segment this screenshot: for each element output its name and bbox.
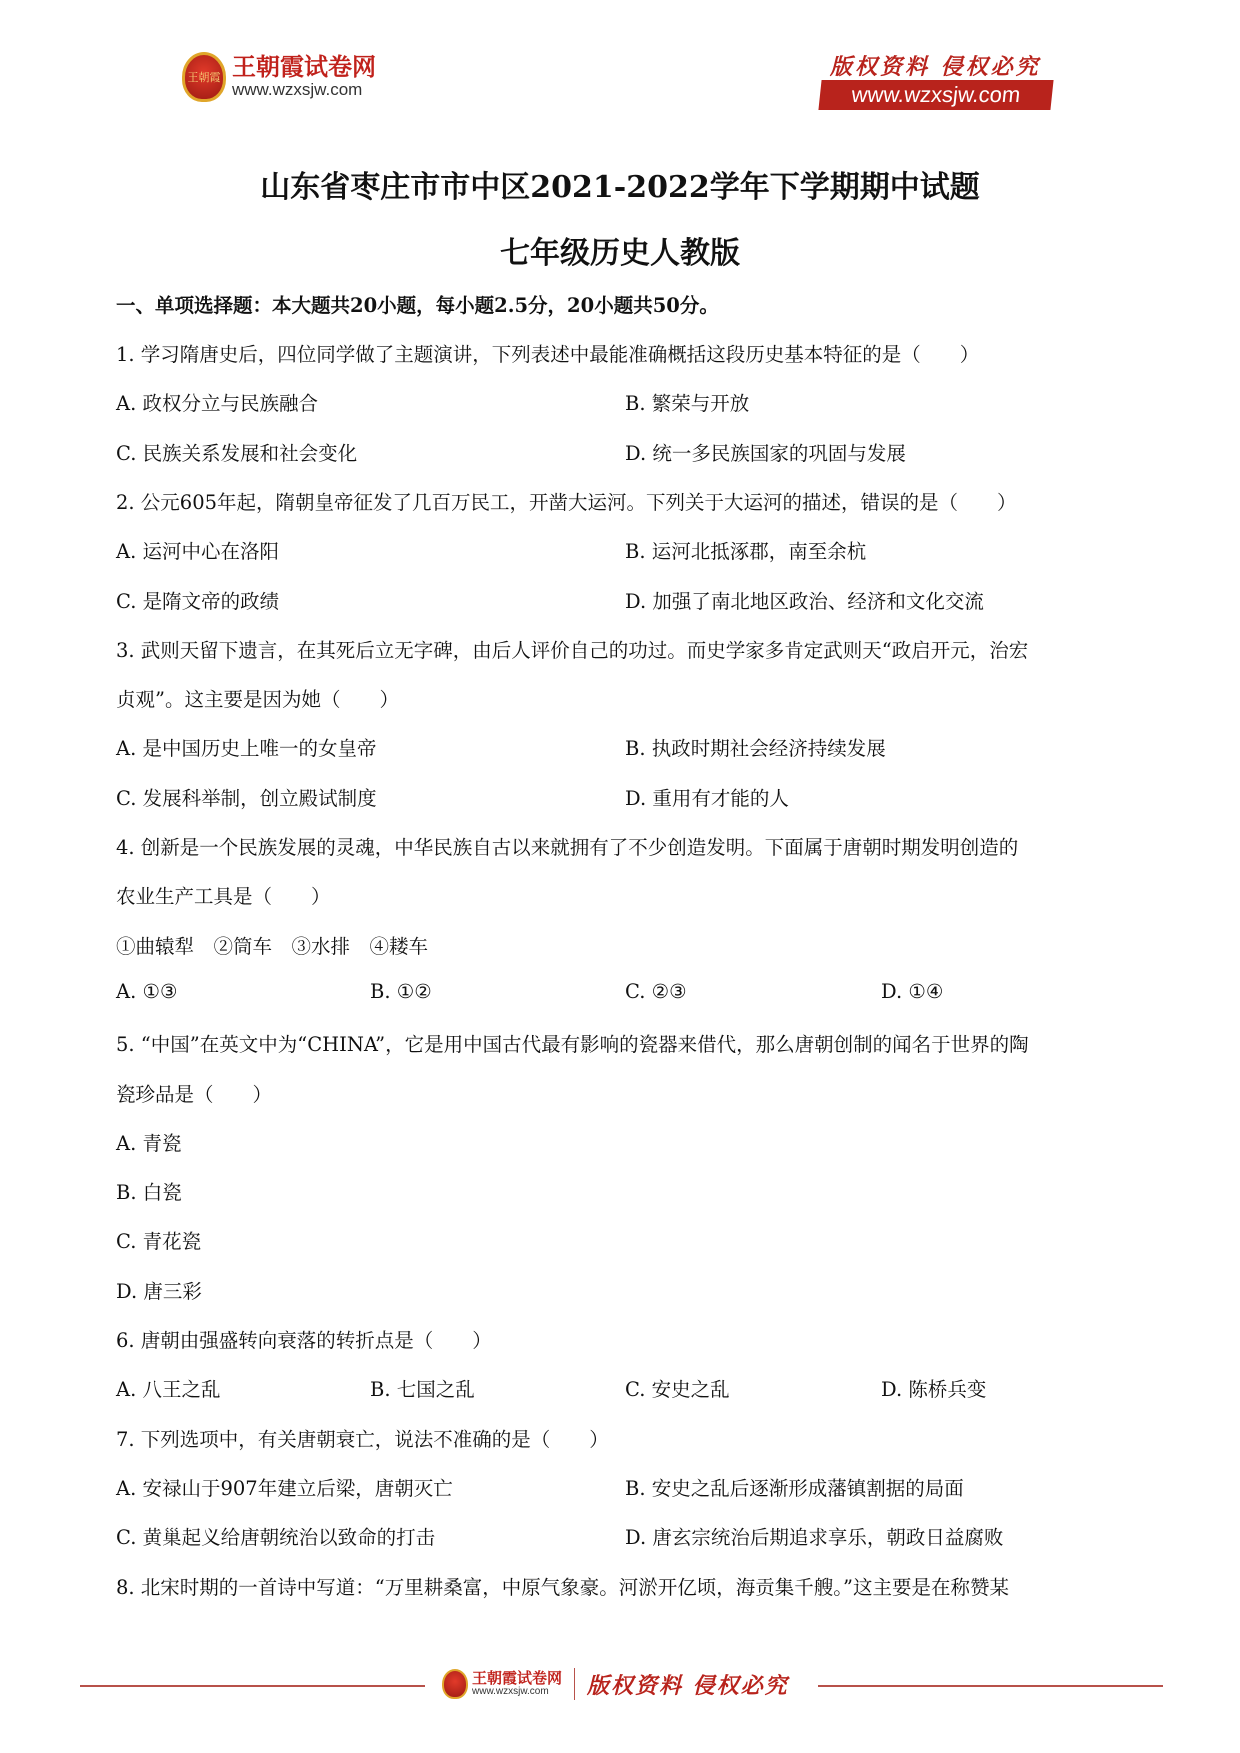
question-text: C. 青花瓷 [116, 1230, 202, 1254]
copyright-notice: 版权资料 侵权必究 [830, 54, 1041, 80]
section-heading: 一、单项选择题：本大题共20小题，每小题2.5分，20小题共50分。 [116, 294, 719, 317]
question-text: 1. 学习隋唐史后，四位同学做了主题演讲，下列表述中最能准确概括这段历史基本特征的是（ ） [116, 343, 980, 366]
question-text: 2. 公元605年起，隋朝皇帝征发了几百万民工，开凿大运河。下列关于大运河的描述，错误的是（ ） [116, 490, 1017, 514]
footer-divider-left [80, 1685, 425, 1687]
option: D. 陈桥兵变 [881, 1378, 987, 1402]
option: A. 安禄山于907年建立后梁，唐朝灭亡 [116, 1476, 453, 1500]
badge-text: 王朝霞 [187, 71, 221, 84]
option: A. 政权分立与民族融合 [116, 392, 318, 416]
option: A. 八王之乱 [116, 1378, 221, 1402]
question-text: D. 唐三彩 [116, 1279, 202, 1303]
footer-separator [574, 1668, 575, 1700]
option: D. 唐玄宗统治后期追求享乐，朝政日益腐败 [625, 1526, 1004, 1550]
page-subtitle: 七年级历史人教版 [500, 236, 740, 271]
option: B. 安史之乱后逐渐形成藩镇割据的局面 [625, 1476, 964, 1500]
option: B. 七国之乱 [370, 1378, 475, 1402]
footer-rights: 版权资料 侵权必究 [587, 1672, 789, 1699]
question-text: 7. 下列选项中，有关唐朝衰亡，说法不准确的是（ ） [116, 1427, 609, 1451]
option: D. ①④ [881, 979, 944, 1003]
option: C. 是隋文帝的政绩 [116, 589, 280, 613]
footer-logo [442, 1668, 789, 1700]
question-text: A. 青瓷 [116, 1131, 182, 1155]
option: C. 民族关系发展和社会变化 [116, 441, 358, 465]
option: C. 黄巢起义给唐朝统治以致命的打击 [116, 1526, 436, 1550]
question-text: 贞观”。这主要是因为她（ ） [116, 688, 399, 712]
question-text: 5. “中国”在英文中为“CHINA”，它是用中国古代最有影响的瓷器来借代，那么唐朝创制的闻名于世界的陶 [116, 1033, 1029, 1057]
option: A. ①③ [116, 979, 178, 1003]
option: C. 安史之乱 [625, 1378, 730, 1402]
question-text: ①曲辕犁 ②筒车 ③水排 ④耧车 [116, 934, 429, 958]
question-text: 8. 北宋时期的一首诗中写道：“万里耕桑富，中原气象豪。河淤开亿顷，海贡集千艘。”这主要是在称赞某 [116, 1575, 1009, 1599]
footer-divider-right [818, 1685, 1163, 1687]
site-logo [182, 52, 376, 102]
footer-badge-icon [442, 1669, 468, 1699]
option: B. 繁荣与开放 [625, 392, 750, 416]
question-text: 6. 唐朝由强盛转向衰落的转折点是（ ） [116, 1329, 492, 1352]
option: A. 是中国历史上唯一的女皇帝 [116, 737, 377, 761]
url-banner[interactable]: www.wzxsjw.com [818, 80, 1053, 110]
option: D. 重用有才能的人 [625, 786, 789, 810]
question-text: B. 白瓷 [116, 1181, 182, 1205]
page-title: 山东省枣庄市市中区2021-2022学年下学期期中试题 [260, 170, 980, 205]
option: A. 运河中心在洛阳 [116, 540, 279, 564]
brand-url[interactable]: www.wzxsjw.com [232, 80, 363, 99]
question-text: 3. 武则天留下遗言，在其死后立无字碑，由后人评价自己的功过。而史学家多肯定武则天“政启开元，治宏 [116, 638, 1029, 662]
option: D. 统一多民族国家的巩固与发展 [625, 441, 906, 465]
footer-brand: 王朝霞试卷网 [472, 1669, 563, 1687]
footer-url[interactable]: www.wzxsjw.com [472, 1686, 549, 1697]
option: B. ①② [370, 979, 432, 1003]
question-text: 瓷珍品是（ ） [116, 1082, 273, 1106]
option: B. 执政时期社会经济持续发展 [625, 737, 886, 761]
logo-badge-icon [182, 52, 226, 102]
option: C. ②③ [625, 979, 687, 1003]
option: D. 加强了南北地区政治、经济和文化交流 [625, 589, 984, 613]
brand-name: 王朝霞试卷网 [232, 53, 376, 81]
option: B. 运河北抵涿郡，南至余杭 [625, 540, 867, 564]
question-text: 农业生产工具是（ ） [116, 885, 331, 909]
question-text: 4. 创新是一个民族发展的灵魂，中华民族自古以来就拥有了不少创造发明。下面属于唐朝时期发明创造的 [116, 836, 1019, 859]
option: C. 发展科举制，创立殿试制度 [116, 786, 377, 810]
